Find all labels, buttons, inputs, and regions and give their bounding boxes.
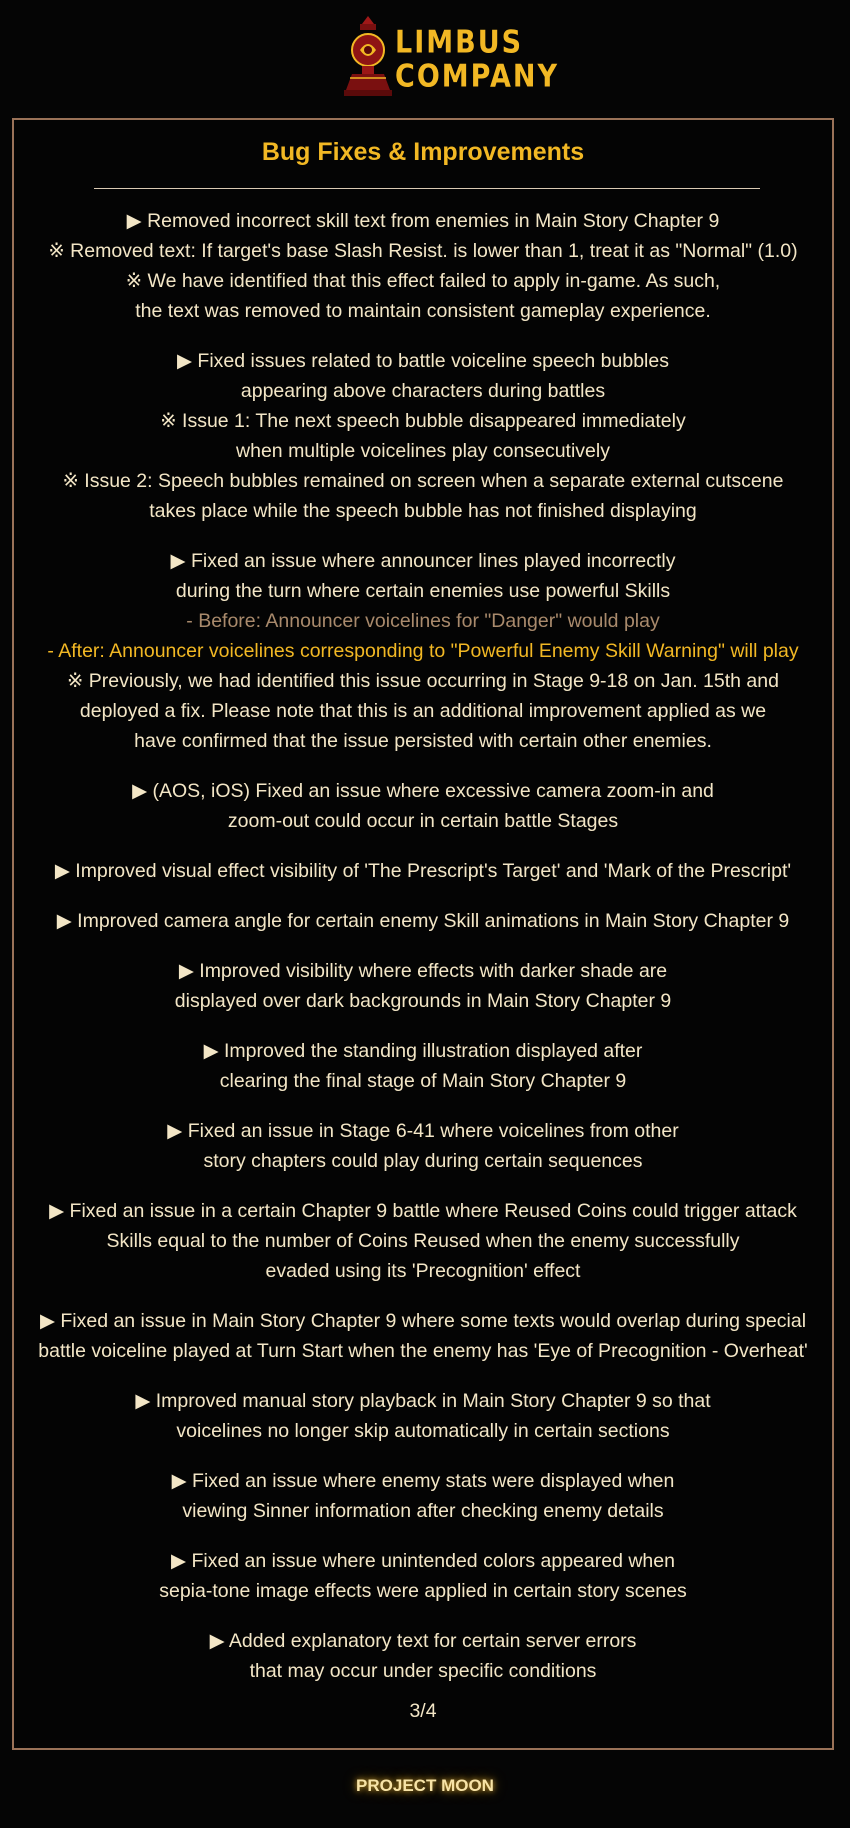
note-line: that may occur under specific conditions — [249, 1660, 597, 1682]
header — [0, 0, 850, 118]
note-line: ▶ Removed incorrect skill text from enemies in Main Story Chapter 9 — [126, 210, 720, 232]
note-line: sepia-tone image effects were applied in certain story scenes — [159, 1580, 687, 1602]
note-line: viewing Sinner information after checking enemy details — [182, 1500, 664, 1522]
note-line: zoom-out could occur in certain battle Stages — [227, 810, 619, 832]
patch-note-item — [14, 776, 832, 836]
patch-note-item — [14, 1036, 832, 1096]
patch-note-item — [14, 1546, 832, 1606]
note-line: ▶ Improved visibility where effects with darker shade are — [178, 960, 668, 982]
patch-note-item — [14, 1386, 832, 1446]
logo-text-limbus: LIMBUS — [395, 24, 524, 61]
note-line: ▶ Fixed an issue where unintended colors appeared when — [171, 1550, 675, 1572]
note-line: battle voiceline played at Turn Start when the enemy has 'Eye of Precognition - Overheat' — [38, 1340, 808, 1362]
logo-emblem-icon — [340, 14, 396, 100]
note-line: ▶ Fixed an issue in a certain Chapter 9 battle where Reused Coins could trigger attack — [49, 1200, 797, 1222]
note-line: evaded using its 'Precognition' effect — [265, 1260, 581, 1282]
limbus-company-logo — [340, 14, 559, 100]
note-line: ▶ Fixed an issue where announcer lines played incorrectly — [170, 550, 676, 572]
patch-note-item — [14, 1306, 832, 1366]
note-line: ▶ Improved the standing illustration displayed after — [203, 1040, 643, 1062]
page-indicator: 3/4 — [409, 1700, 437, 1722]
note-line: ▶ (AOS, iOS) Fixed an issue where excessive camera zoom-in and — [132, 780, 714, 802]
note-line: the text was removed to maintain consistent gameplay experience. — [135, 300, 711, 322]
note-line: displayed over dark backgrounds in Main Story Chapter 9 — [174, 990, 672, 1012]
note-line: ※ Issue 1: The next speech bubble disappeared immediately — [160, 410, 686, 432]
note-line: takes place while the speech bubble has not finished displaying — [149, 500, 697, 522]
panel-title: Bug Fixes & Improvements — [261, 138, 585, 166]
patch-notes-panel — [12, 118, 834, 1750]
patch-notes-list — [14, 206, 832, 1706]
patch-note-item — [14, 1116, 832, 1176]
title-divider — [94, 188, 760, 189]
note-line: during the turn where certain enemies use powerful Skills — [175, 580, 671, 602]
patch-note-item — [14, 956, 832, 1016]
patch-note-item — [14, 1196, 832, 1286]
note-line: when multiple voicelines play consecutively — [236, 440, 610, 462]
note-line: ▶ Fixed an issue in Stage 6-41 where voicelines from other — [167, 1120, 679, 1142]
note-line: ▶ Improved camera angle for certain enemy Skill animations in Main Story Chapter 9 — [56, 910, 790, 932]
patch-note-item — [14, 906, 832, 936]
patch-note-item — [14, 1626, 832, 1686]
project-moon-logo: PROJECT MOON — [356, 1776, 494, 1795]
note-line: Skills equal to the number of Coins Reused when the enemy successfully — [106, 1230, 740, 1252]
note-line: ▶ Added explanatory text for certain server errors — [209, 1630, 637, 1652]
note-line: voicelines no longer skip automatically in certain sections — [176, 1420, 670, 1442]
note-after-line: - After: Announcer voicelines corresponding to "Powerful Enemy Skill Warning" will play — [47, 640, 799, 662]
patch-note-item — [14, 546, 832, 756]
note-before-line: - Before: Announcer voicelines for "Danger" would play — [186, 610, 660, 632]
note-line: ※ Issue 2: Speech bubbles remained on screen when a separate external cutscene — [62, 470, 784, 492]
note-line: ※ We have identified that this effect failed to apply in-game. As such, — [125, 270, 721, 292]
note-line: appearing above characters during battles — [240, 380, 606, 402]
note-line: story chapters could play during certain sequences — [203, 1150, 643, 1172]
note-line: deployed a fix. Please note that this is an additional improvement applied as we — [79, 700, 767, 722]
note-line: ▶ Improved manual story playback in Main Story Chapter 9 so that — [135, 1390, 711, 1412]
patch-note-item — [14, 206, 832, 326]
note-line: ※ Previously, we had identified this issue occurring in Stage 9-18 on Jan. 15th and — [67, 670, 779, 692]
note-line: ※ Removed text: If target's base Slash Resist. is lower than 1, treat it as "Normal" (1.0) — [48, 240, 798, 262]
patch-note-item — [14, 346, 832, 526]
note-line: ▶ Fixed an issue in Main Story Chapter 9 where some texts would overlap during special — [39, 1310, 807, 1332]
note-line: have confirmed that the issue persisted with certain other enemies. — [134, 730, 712, 752]
patch-note-item — [14, 856, 832, 886]
logo-text-company: COMPANY — [395, 58, 559, 95]
note-line: ▶ Improved visual effect visibility of 'The Prescript's Target' and 'Mark of the Prescript' — [54, 860, 792, 882]
note-line: clearing the final stage of Main Story Chapter 9 — [219, 1070, 627, 1092]
note-line: ▶ Fixed issues related to battle voiceline speech bubbles — [177, 350, 669, 372]
patch-note-item — [14, 1466, 832, 1526]
note-line: ▶ Fixed an issue where enemy stats were displayed when — [171, 1470, 675, 1492]
